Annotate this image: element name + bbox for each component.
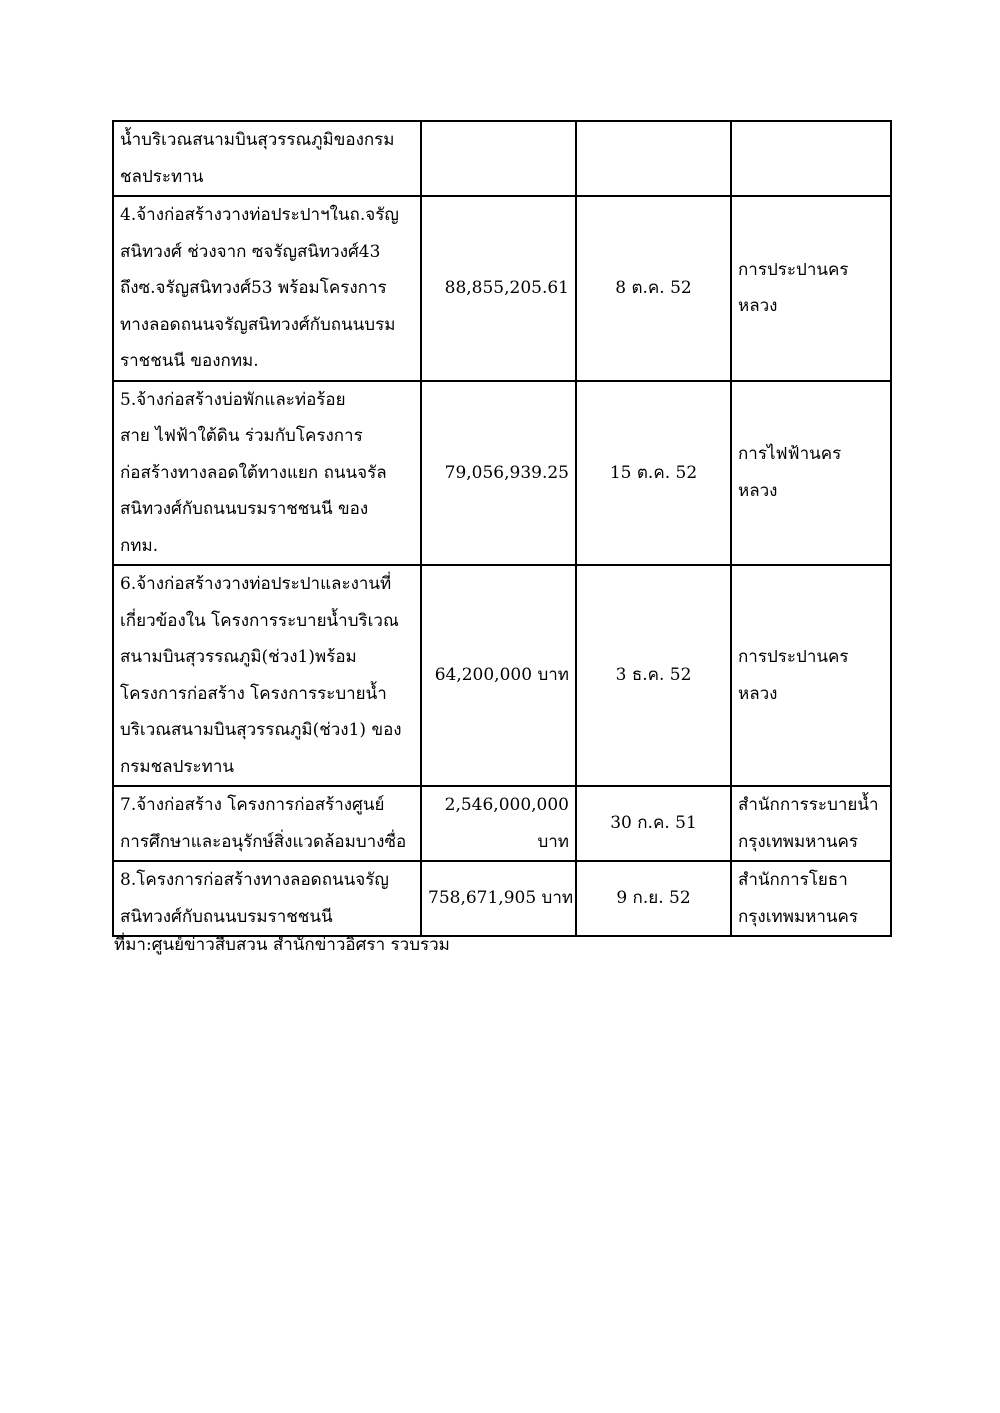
agency-line: หลวง	[738, 683, 778, 704]
project-cell	[113, 861, 421, 936]
project-line: ก่อสร้างทางลอดใต้ทางแยก ถนนจรัล	[120, 462, 387, 483]
project-line: ทางลอดถนนจรัญสนิทวงศ์กับถนนบรม	[120, 314, 396, 335]
agency-cell	[731, 196, 891, 381]
project-line: 6.จ้างก่อสร้างวางท่อประปาและงานที่	[120, 574, 392, 594]
table-row	[113, 196, 891, 381]
project-line: เกี่ยวข้องใน โครงการระบายน้ำบริเวณ	[120, 610, 399, 631]
project-cell	[113, 381, 421, 566]
agency-line: หลวง	[738, 480, 778, 501]
amount-value: 88,855,205.61	[444, 278, 569, 298]
agency-cell	[731, 121, 891, 196]
project-line: 7.จ้างก่อสร้าง โครงการก่อสร้างศูนย์	[120, 795, 385, 815]
project-line: ถึงซ.จรัญสนิทวงศ์53 พร้อมโครงการ	[120, 278, 387, 298]
contracts-table	[112, 120, 892, 937]
amount-value: 2,546,000,000	[444, 795, 569, 815]
project-line: 8.โครงการก่อสร้างทางลอดถนนจรัญ	[120, 870, 389, 890]
agency-line: การประปานคร	[738, 647, 849, 667]
table-row	[113, 565, 891, 786]
project-line: ชลประทาน	[120, 166, 204, 187]
date-cell: 9 ก.ย. 52	[576, 861, 731, 936]
project-line: สาย ไฟฟ้าใต้ดิน ร่วมกับโครงการ	[120, 426, 363, 446]
table-row	[113, 861, 891, 936]
project-line: บริเวณสนามบินสุวรรณภูมิ(ช่วง1) ของ	[120, 720, 402, 740]
project-cell	[113, 196, 421, 381]
agency-line: หลวง	[738, 296, 778, 317]
project-line: สนิทวงศ์กับถนนบรมราชชนนี ของ	[120, 499, 369, 519]
amount-cell	[421, 381, 576, 566]
table-row	[113, 121, 891, 196]
amount-cell	[421, 121, 576, 196]
project-line: น้ำบริเวณสนามบินสุวรรณภูมิของกรม	[120, 130, 395, 150]
agency-cell	[731, 861, 891, 936]
agency-line: การไฟฟ้านคร	[738, 444, 842, 465]
agency-line: สำนักการระบายน้ำ	[738, 795, 879, 815]
date-cell: 15 ต.ค. 52	[576, 381, 731, 566]
agency-line: กรุงเทพมหานคร	[738, 831, 859, 852]
agency-cell	[731, 565, 891, 786]
project-cell	[113, 786, 421, 861]
project-line: การศึกษาและอนุรักษ์สิ่งแวดล้อมบางซื่อ	[120, 831, 407, 852]
project-cell	[113, 565, 421, 786]
agency-line: สำนักการโยธา	[738, 870, 848, 890]
project-line: สนามบินสุวรรณภูมิ(ช่วง1)พร้อม	[120, 647, 357, 667]
amount-value: 79,056,939.25	[444, 462, 569, 483]
agency-line: กรุงเทพมหานคร	[738, 906, 859, 927]
source-note: ที่มา:ศูนย์ข่าวสืบสวน สำนักข่าวอิศรา รวบรวม	[114, 935, 450, 955]
project-line: สนิทวงศ์กับถนนบรมราชชนนี	[120, 906, 333, 927]
amount-value: 64,200,000 บาท	[434, 665, 569, 686]
amount-value: 758,671,905 บาท	[428, 888, 574, 909]
amount-cell	[421, 565, 576, 786]
project-line: กทม.	[120, 535, 159, 556]
table-row	[113, 786, 891, 861]
amount-cell	[421, 861, 576, 936]
date-cell: 3 ธ.ค. 52	[576, 565, 731, 786]
table-row	[113, 381, 891, 566]
project-line: ราชชนนี ของกทม.	[120, 351, 259, 371]
date-cell: 8 ต.ค. 52	[576, 196, 731, 381]
date-cell: 30 ก.ค. 51	[576, 786, 731, 861]
agency-cell	[731, 381, 891, 566]
project-cell	[113, 121, 421, 196]
date-cell	[576, 121, 731, 196]
amount-cell	[421, 196, 576, 381]
agency-line: การประปานคร	[738, 259, 849, 280]
project-line: 5.จ้างก่อสร้างบ่อพักและท่อร้อย	[120, 389, 346, 410]
project-line: สนิทวงศ์ ช่วงจาก ซจรัญสนิทวงศ์43	[120, 241, 381, 262]
project-line: กรมชลประทาน	[120, 756, 235, 777]
amount-cell	[421, 786, 576, 861]
project-line: 4.จ้างก่อสร้างวางท่อประปาฯในถ.จรัญ	[120, 205, 399, 225]
amount-unit: บาท	[537, 831, 569, 852]
agency-cell	[731, 786, 891, 861]
project-line: โครงการก่อสร้าง โครงการระบายน้ำ	[120, 683, 387, 704]
